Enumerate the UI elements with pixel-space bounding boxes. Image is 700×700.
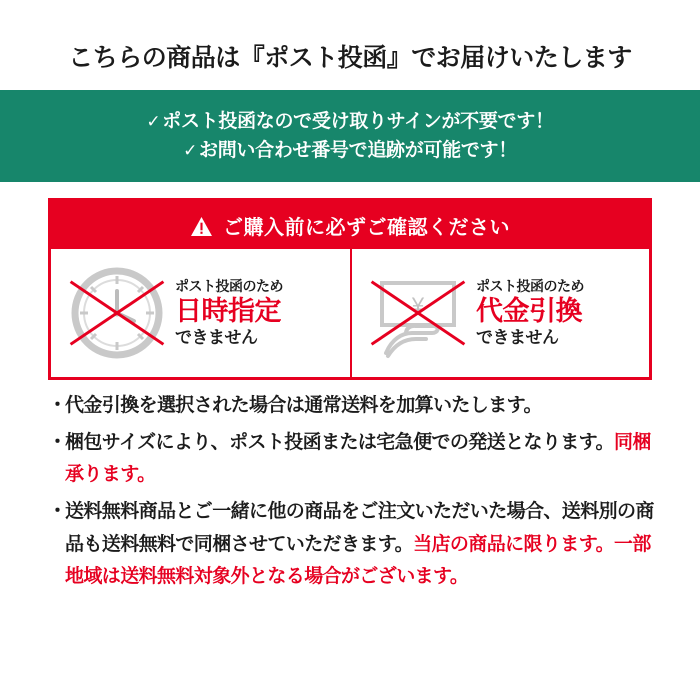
bullet-marker: ・	[48, 501, 67, 523]
benefit-line-1	[146, 107, 553, 136]
check-icon: ✓	[183, 141, 198, 160]
note-body-2	[65, 427, 658, 492]
clock-icon	[65, 261, 169, 365]
bullet-marker: ・	[48, 395, 67, 416]
bullet-marker: ・	[48, 431, 67, 453]
check-icon: ✓	[146, 111, 161, 131]
notice-item-cod-note: できません	[476, 327, 559, 347]
svg-text:¥: ¥	[411, 293, 425, 318]
note-text-1: 代金引換を選択された場合は通常送料を加算いたします。	[65, 395, 542, 416]
notice-item-datetime	[51, 249, 350, 377]
note-text-2-emphasis: 同梱承ります。	[65, 431, 651, 486]
notice-item-cod-headline: 代金引換	[476, 295, 582, 326]
notice-item-cod-text	[470, 278, 584, 348]
notice-item-datetime-headline: 日時指定	[175, 295, 281, 326]
list-item	[48, 390, 658, 423]
notice-panel-header-label: ご購入前に必ずご確認ください	[223, 216, 510, 239]
notice-item-cod-reason: ポスト投函のため	[476, 278, 584, 295]
list-item	[48, 427, 658, 492]
benefit-text-2: お問い合わせ番号で追跡が可能です！	[199, 140, 517, 161]
notice-item-cod	[350, 249, 649, 377]
note-text-2: 梱包サイズにより、ポスト投函または宅急便での発送となります。	[65, 431, 614, 453]
page-title: こちらの商品は『ポスト投函』でお届けいたします	[68, 44, 632, 72]
notice-panel-header	[51, 201, 649, 249]
warning-icon	[190, 216, 213, 237]
note-text-3-emphasis: 当店の商品に限ります。一部地域は送料無料対象外となる場合がございます。	[65, 533, 651, 588]
notice-items	[51, 249, 649, 377]
benefit-text-1: ポスト投函なので受け取りサインが不要です！	[162, 110, 554, 132]
benefits-band	[0, 90, 700, 182]
notice-item-datetime-reason: ポスト投函のため	[175, 278, 283, 295]
list-item	[48, 496, 658, 594]
cash-on-delivery-icon	[366, 261, 470, 365]
note-body-1	[65, 390, 658, 423]
note-text-3: 送料無料商品とご一緒に他の商品をご注文いただいた場合、送料別の商品も送料無料で同梱させていただきます。	[65, 501, 654, 555]
notice-item-datetime-note: できません	[175, 327, 258, 347]
benefit-line-2	[183, 136, 517, 165]
notes-list	[48, 390, 658, 598]
notice-panel	[48, 198, 652, 380]
notice-item-datetime-text	[169, 278, 283, 348]
note-body-3	[65, 496, 658, 594]
